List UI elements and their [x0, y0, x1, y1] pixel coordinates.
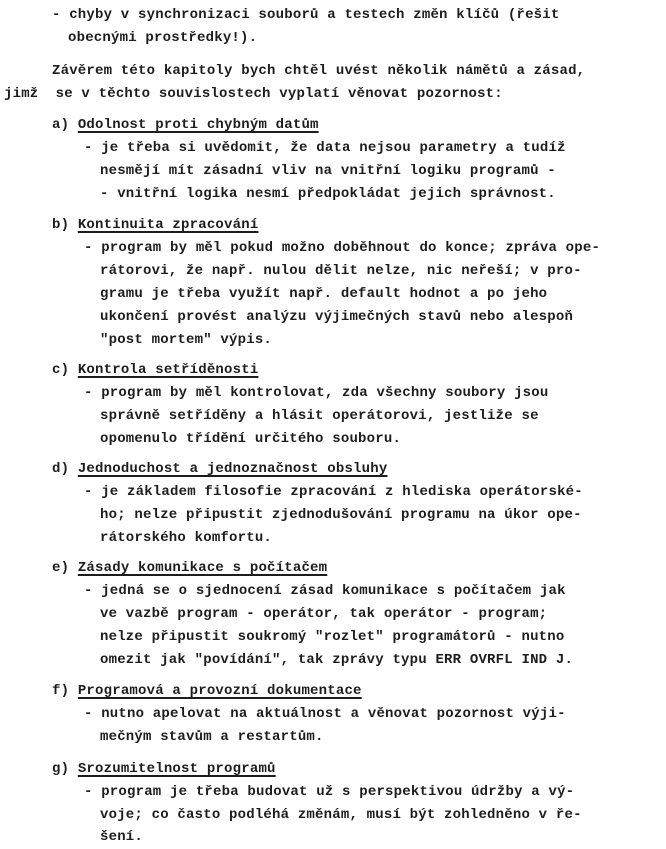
- section-f-line-1: - nutno apelovat na aktuálnost a věnovat pozornost výji-: [84, 706, 566, 722]
- section-marker: b): [52, 217, 70, 233]
- section-title: Zásady komunikace s počítačem: [77, 560, 328, 576]
- section-d-line-1: - je základem filosofie zpracování z hlediska operátorské-: [84, 484, 583, 500]
- section-d-line-2: ho; nelze připustit zjednodušování programu na úkor ope-: [100, 507, 582, 523]
- section-c-line-2: správně setříděny a hlásit operátorovi, jestliže se: [100, 408, 539, 424]
- section-a-line-2: nesmějí mít zásadní vliv na vnitřní logiku programů -: [100, 163, 556, 179]
- section-e-line-2: ve vazbě program - operátor, tak operátor - program;: [100, 606, 548, 622]
- intro-bullet-line-1: - chyby v synchronizaci souborů a testech změn klíčů (řešit: [52, 7, 560, 23]
- section-marker: d): [52, 461, 70, 477]
- section-g-line-1: - program je třeba budovat už s perspektivou údržby a vý-: [84, 784, 575, 800]
- section-c-line-1: - program by měl kontrolovat, zda všechny soubory jsou: [84, 385, 549, 401]
- section-b-line-4: ukončení provést analýzu výjimečných stavů nebo alespoň: [100, 309, 574, 325]
- section-e-line-3: nelze připustit soukromý "rozlet" programátorů - nutno: [100, 629, 565, 645]
- section-c-heading: [52, 359, 258, 382]
- section-c-line-3: opomenulo třídění určitého souboru.: [100, 431, 402, 447]
- section-title: Srozumitelnost programů: [77, 761, 276, 777]
- section-b-line-1: - program by měl pokud možno doběhnout do konce; zpráva ope-: [84, 240, 601, 256]
- section-a-line-3: - vnitřní logika nesmí předpokládat jejich správnost.: [100, 186, 556, 202]
- section-e-heading: [52, 557, 327, 580]
- section-e-line-4: omezit jak "povídání", tak zprávy typu ERR OVRFL IND J.: [100, 652, 574, 668]
- section-d-heading: [52, 458, 387, 481]
- section-b-line-2: rátorovi, že např. nulou dělit nelze, nic neřeší; v pro-: [100, 263, 582, 279]
- section-g-line-2: voje; co často podléhá změnám, musí být zohledněno v ře-: [100, 807, 582, 823]
- section-b-line-3: gramu je třeba využít např. default hodnot a po jeho: [100, 286, 548, 302]
- section-g-heading: [52, 758, 276, 781]
- section-b-heading: [52, 214, 258, 237]
- section-marker: a): [52, 117, 70, 133]
- section-title: Odolnost proti chybným datům: [77, 117, 319, 133]
- conclusion-line-2: jimž se v těchto souvislostech vyplatí věnovat pozornost:: [4, 86, 503, 102]
- section-a-heading: [52, 114, 319, 137]
- intro-bullet-line-2: obecnými prostředky!).: [68, 30, 258, 46]
- section-g-line-3: šení.: [100, 829, 144, 845]
- section-title: Kontinuita zpracování: [77, 217, 259, 233]
- section-title: Kontrola setříděnosti: [77, 362, 259, 378]
- section-a-line-1: - je třeba si uvědomit, že data nejsou parametry a tudíž: [84, 140, 566, 156]
- section-f-line-2: mečným stavům a restartům.: [100, 729, 324, 745]
- section-title: Programová a provozní dokumentace: [77, 683, 362, 699]
- section-e-line-1: - jedná se o sjednocení zásad komunikace s počítačem jak: [84, 583, 566, 599]
- section-title: Jednoduchost a jednoznačnost obsluhy: [77, 461, 388, 477]
- section-marker: f): [52, 683, 70, 699]
- section-d-line-3: rátorského komfortu.: [100, 530, 273, 546]
- section-f-heading: [52, 680, 362, 703]
- section-marker: e): [52, 560, 70, 576]
- section-marker: g): [52, 761, 70, 777]
- conclusion-line-1: Závěrem této kapitoly bych chtěl uvést několik námětů a zásad,: [52, 63, 586, 79]
- section-marker: c): [52, 362, 70, 378]
- section-b-line-5: "post mortem" výpis.: [100, 332, 273, 348]
